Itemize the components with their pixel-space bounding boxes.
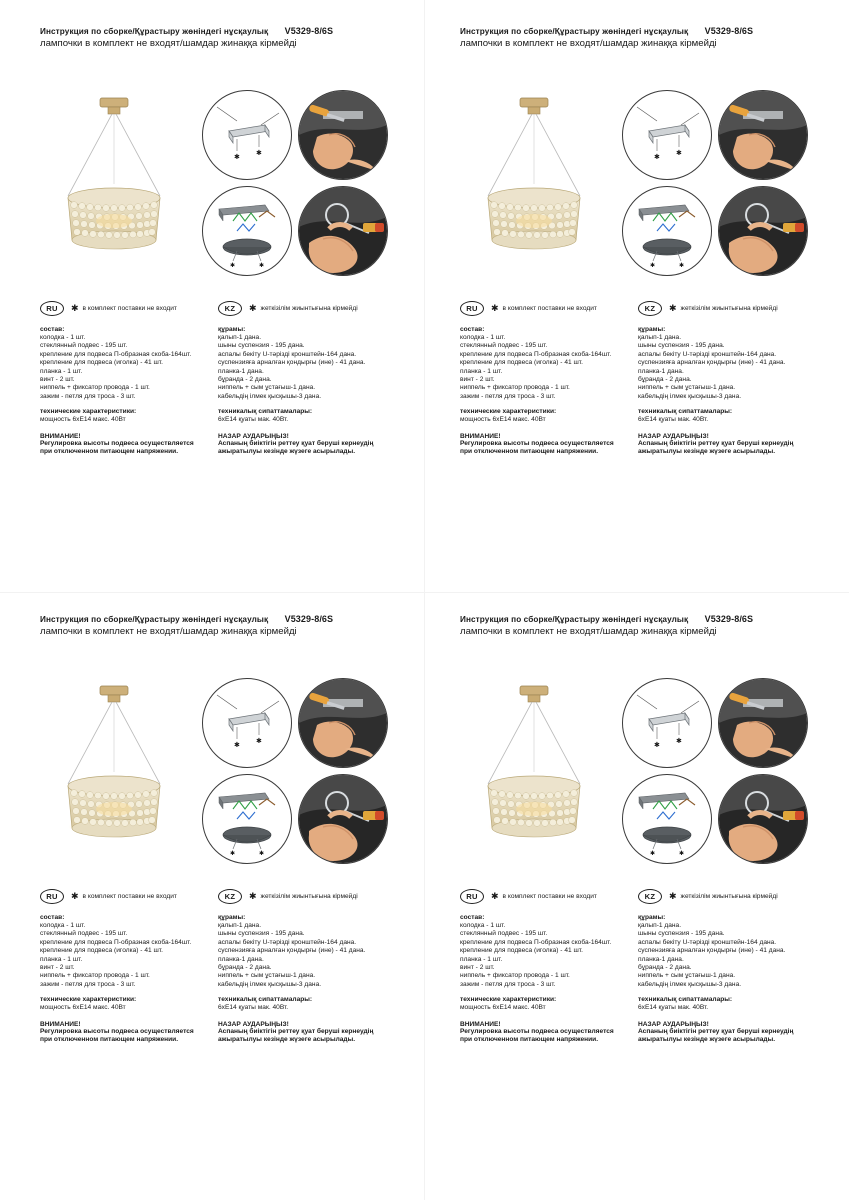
list-item: бұранда - 2 дана. [218,964,272,972]
ru-specs-list [460,416,638,424]
svg-text:✱: ✱ [259,851,265,857]
header-subtitle: лампочки в комплект не входят/шамдар жинаққа кірмейді [460,38,717,49]
kz-contents-title: құрамы: [218,914,246,921]
cable-loop-clamp-photo [719,775,807,863]
ru-attention-body [460,1028,638,1045]
list-item: планка - 1 шт. [460,367,503,375]
chandelier-drawing [450,88,618,280]
screwdriver-mounting-photo [299,91,387,179]
list-item: кабельдің ілмек қысқышы-3 дана. [218,980,322,988]
header-title: Инструкция по сборке/Құрастыру жөніндегі нұсқаулық [40,27,269,36]
ru-specs-title: технические характеристики: [40,996,137,1004]
header-title: Инструкция по сборке/Құрастыру жөніндегі нұсқаулық [40,615,269,624]
kz-not-included-note: жеткізілім жиынтығына кірмейді [680,892,778,900]
wiring-terminal-diagram [203,187,291,275]
kz-language-row [218,300,396,316]
svg-text:✱: ✱ [679,851,685,857]
list-item: 6хЕ14 қуаты мак. 40Вт. [218,416,289,424]
step-4-circle [718,186,808,276]
list-item: крепление для подвеса (иголка) - 41 шт. [40,359,163,367]
kz-not-included-note: жеткізілім жиынтығына кірмейді [680,304,778,312]
ru-specs-title: технические характеристики: [460,408,557,416]
list-item: аспалы бекіту U-тәрізді кронштейн-164 дана. [218,350,357,358]
step-3-circle [202,186,292,276]
header-title-row [460,26,830,36]
list-item: аспалы бекіту U-тәрізді кронштейн-164 дана. [638,350,777,358]
kz-attention-body [638,440,816,457]
list-item: ниппель + сым ұстағыш-1 дана. [638,384,736,392]
ru-attention-title: ВНИМАНИЕ! [40,1020,81,1028]
bracket-and-screws-diagram [203,91,291,179]
kz-specs-list [218,1004,396,1012]
list-item: зажим - петля для троса - 3 шт. [460,392,556,400]
ru-language-row [40,888,218,904]
kz-contents-list [638,922,816,989]
list-item: винт - 2 шт. [460,376,495,384]
ru-not-included-note: в комплект поставки не входит [502,892,597,900]
step-3-circle [622,186,712,276]
list-item: стеклянный подвес - 195 шт. [40,930,128,938]
list-item: планка - 1 шт. [40,367,83,375]
ru-not-included-note: в комплект поставки не входит [502,304,597,312]
cable-loop-clamp-photo [299,187,387,275]
svg-text:✱: ✱ [259,263,265,269]
kz-column [638,300,816,456]
header-title-row [40,26,410,36]
text-line: ажыратылуы кезінде жүзеге асырылады. [638,1036,776,1044]
lamp-illustration [450,676,618,868]
instruction-panel [8,598,412,1176]
ru-specs-list [40,416,218,424]
list-item: шыны суспензия - 195 дана. [218,930,305,938]
list-item: крепление для подвеса П-образная скоба-164шт. [460,938,612,946]
list-item: кабельдің ілмек қысқышы-3 дана. [638,980,742,988]
svg-text:✱: ✱ [679,263,685,269]
svg-text:✱: ✱ [256,150,262,157]
kz-column [218,888,396,1044]
kz-attention-body [218,1028,396,1045]
list-item: крепление для подвеса (иголка) - 41 шт. [460,359,583,367]
step-1-circle [622,678,712,768]
list-item: кабельдің ілмек қысқышы-3 дана. [218,392,322,400]
kz-language-row [638,300,816,316]
kz-badge: KZ [218,889,242,904]
kz-specs-title: техникалық сипаттамалары: [218,996,313,1004]
asterisk-icon: ✱ [491,890,499,901]
screwdriver-mounting-photo [719,679,807,767]
list-item: стеклянный подвес - 195 шт. [460,342,548,350]
ru-contents-list [40,334,218,401]
svg-text:✱: ✱ [230,851,236,857]
header-title: Инструкция по сборке/Құрастыру жөніндегі нұсқаулық [460,27,689,36]
ru-contents-list [460,334,638,401]
model-number: V5329-8/6S [704,26,754,36]
list-item: стеклянный подвес - 195 шт. [40,342,128,350]
svg-text:✱: ✱ [654,154,660,161]
header-title: Инструкция по сборке/Құрастыру жөніндегі нұсқаулық [460,615,689,624]
list-item: мощность 6хЕ14 макс. 40Вт [460,1004,546,1012]
kz-contents-title: құрамы: [638,914,666,921]
list-item: шыны суспензия - 195 дана. [218,342,305,350]
step-3-circle [622,774,712,864]
header-title-row [460,614,830,624]
list-item: шыны суспензия - 195 дана. [638,930,725,938]
ru-specs-list [40,1004,218,1012]
list-item: планка - 1 шт. [460,955,503,963]
list-item: қалып-1 дана. [638,922,682,929]
ru-attention-title: ВНИМАНИЕ! [40,432,81,440]
text-line: Регулировка высоты подвеса осуществляется [460,439,614,447]
kz-column [638,888,816,1044]
text-line: при отключенном питающем напряжении. [40,448,179,456]
kz-attention-title: НАЗАР АУДАРЫҢЫЗ! [638,1020,709,1028]
list-item: крепление для подвеса П-образная скоба-164шт. [460,350,612,358]
text-line: Регулировка высоты подвеса осуществляется [460,1027,614,1035]
bracket-and-screws-diagram [203,679,291,767]
list-item: крепление для подвеса П-образная скоба-164шт. [40,350,192,358]
ru-contents-list [40,922,218,989]
kz-contents-list [218,334,396,401]
kz-contents-list [218,922,396,989]
text-line: Аспаның биіктігін реттеу қуат беруші кернеудің [218,1027,374,1035]
ru-not-included-note: в комплект поставки не входит [82,304,177,312]
list-item: крепление для подвеса (иголка) - 41 шт. [460,947,583,955]
wiring-terminal-diagram [203,775,291,863]
list-item: планка-1 дана. [218,367,264,375]
kz-language-row [218,888,396,904]
illustration-area [30,676,406,876]
ru-specs-title: технические характеристики: [40,408,137,416]
list-item: колодка - 1 шт. [460,922,506,929]
list-item: суспензияға арналған қондырғы (ине) - 41 дана. [218,359,366,367]
kz-language-row [638,888,816,904]
text-line: Аспаның биіктігін реттеу қуат беруші кернеудің [638,439,794,447]
list-item: бұранда - 2 дана. [218,376,272,384]
step-3-circle [202,774,292,864]
assembly-step-circles [198,678,406,868]
svg-text:✱: ✱ [650,851,656,857]
ru-attention-title: ВНИМАНИЕ! [460,432,501,440]
ru-contents-title: состав: [460,914,485,921]
kz-attention-body [638,1028,816,1045]
assembly-step-circles [618,90,826,280]
list-item: мощность 6хЕ14 макс. 40Вт [460,416,546,424]
wiring-terminal-diagram [623,187,711,275]
kz-contents-title: құрамы: [218,326,246,333]
list-item: стеклянный подвес - 195 шт. [460,930,548,938]
list-item: ниппель + сым ұстағыш-1 дана. [218,384,316,392]
kz-badge: KZ [638,889,662,904]
text-line: при отключенном питающем напряжении. [460,448,599,456]
step-2-circle [718,678,808,768]
step-4-circle [298,186,388,276]
header-subtitle: лампочки в комплект не входят/шамдар жинаққа кірмейді [460,626,717,637]
list-item: шыны суспензия - 195 дана. [638,342,725,350]
kz-specs-title: техникалық сипаттамалары: [638,996,733,1004]
ru-badge: RU [40,889,64,904]
list-item: ниппель + фиксатор провода - 1 шт. [460,972,570,980]
list-item: бұранда - 2 дана. [638,964,692,972]
ru-badge: RU [40,301,64,316]
svg-text:✱: ✱ [230,263,236,269]
bracket-and-screws-diagram [623,679,711,767]
list-item: бұранда - 2 дана. [638,376,692,384]
kz-not-included-note: жеткізілім жиынтығына кірмейді [260,304,358,312]
assembly-step-circles [198,90,406,280]
ru-contents-title: состав: [40,326,65,333]
list-item: қалып-1 дана. [218,922,262,929]
ru-specs-title: технические характеристики: [460,996,557,1004]
text-line: ажыратылуы кезінде жүзеге асырылады. [218,448,356,456]
chandelier-drawing [450,676,618,868]
screwdriver-mounting-photo [719,91,807,179]
kz-specs-list [218,416,396,424]
ru-language-row [460,888,638,904]
ru-attention-body [40,1028,218,1045]
list-item: 6хЕ14 қуаты мак. 40Вт. [638,1004,709,1012]
svg-text:✱: ✱ [676,150,682,157]
step-4-circle [718,774,808,864]
instruction-panel [8,10,412,588]
ru-column [40,300,218,456]
list-item: винт - 2 шт. [40,964,75,972]
step-2-circle [298,90,388,180]
asterisk-icon: ✱ [249,302,257,313]
list-item: винт - 2 шт. [460,964,495,972]
list-item: ниппель + сым ұстағыш-1 дана. [638,972,736,980]
cable-loop-clamp-photo [299,775,387,863]
specification-text-block [460,888,832,1168]
list-item: аспалы бекіту U-тәрізді кронштейн-164 дана. [638,938,777,946]
bracket-and-screws-diagram [623,91,711,179]
list-item: планка - 1 шт. [40,955,83,963]
panel-header [460,614,830,637]
ru-attention-title: ВНИМАНИЕ! [460,1020,501,1028]
ru-column [40,888,218,1044]
svg-text:✱: ✱ [234,154,240,161]
ru-badge: RU [460,889,484,904]
list-item: ниппель + фиксатор провода - 1 шт. [460,384,570,392]
kz-specs-title: техникалық сипаттамалары: [638,408,733,416]
list-item: мощность 6хЕ14 макс. 40Вт [40,1004,126,1012]
ru-contents-title: состав: [460,326,485,333]
ru-attention-body [460,440,638,457]
page-divider-horizontal [0,592,849,593]
kz-contents-title: құрамы: [638,326,666,333]
step-1-circle [202,90,292,180]
specification-text-block [40,300,412,580]
cable-loop-clamp-photo [719,187,807,275]
instruction-panel [428,10,832,588]
ru-column [460,300,638,456]
asterisk-icon: ✱ [71,302,79,313]
assembly-step-circles [618,678,826,868]
list-item: кабельдің ілмек қысқышы-3 дана. [638,392,742,400]
ru-contents-list [460,922,638,989]
lamp-illustration [450,88,618,280]
list-item: мощность 6хЕ14 макс. 40Вт [40,416,126,424]
header-subtitle: лампочки в комплект не входят/шамдар жинаққа кірмейді [40,38,297,49]
ru-contents-title: состав: [40,914,65,921]
svg-text:✱: ✱ [654,742,660,749]
kz-specs-list [638,416,816,424]
text-line: Регулировка высоты подвеса осуществляется [40,1027,194,1035]
specification-text-block [40,888,412,1168]
page-divider-vertical [424,0,425,1200]
kz-column [218,300,396,456]
step-1-circle [202,678,292,768]
illustration-area [450,88,826,288]
illustration-area [30,88,406,288]
kz-attention-body [218,440,396,457]
header-subtitle: лампочки в комплект не входят/шамдар жинаққа кірмейді [40,626,297,637]
list-item: қалып-1 дана. [638,334,682,341]
chandelier-drawing [30,88,198,280]
screwdriver-mounting-photo [299,679,387,767]
step-2-circle [298,678,388,768]
kz-badge: KZ [638,301,662,316]
kz-contents-list [638,334,816,401]
list-item: планка-1 дана. [638,367,684,375]
model-number: V5329-8/6S [284,26,334,36]
list-item: ниппель + фиксатор провода - 1 шт. [40,384,150,392]
svg-text:✱: ✱ [234,742,240,749]
header-title-row [40,614,410,624]
model-number: V5329-8/6S [704,614,754,624]
wiring-terminal-diagram [623,775,711,863]
ru-badge: RU [460,301,484,316]
list-item: зажим - петля для троса - 3 шт. [40,980,136,988]
model-number: V5329-8/6S [284,614,334,624]
step-4-circle [298,774,388,864]
list-item: 6хЕ14 қуаты мак. 40Вт. [638,416,709,424]
list-item: суспензияға арналған қондырғы (ине) - 41 дана. [638,359,786,367]
asterisk-icon: ✱ [669,890,677,901]
kz-badge: KZ [218,301,242,316]
list-item: крепление для подвеса (иголка) - 41 шт. [40,947,163,955]
kz-specs-list [638,1004,816,1012]
ru-not-included-note: в комплект поставки не входит [82,892,177,900]
list-item: винт - 2 шт. [40,376,75,384]
panel-header [40,614,410,637]
list-item: суспензияға арналған қондырғы (ине) - 41 дана. [218,947,366,955]
kz-attention-title: НАЗАР АУДАРЫҢЫЗ! [218,1020,289,1028]
text-line: Аспаның биіктігін реттеу қуат беруші кернеудің [638,1027,794,1035]
text-line: Регулировка высоты подвеса осуществляется [40,439,194,447]
panel-header [40,26,410,49]
illustration-area [450,676,826,876]
text-line: ажыратылуы кезінде жүзеге асырылады. [638,448,776,456]
list-item: колодка - 1 шт. [40,922,86,929]
list-item: планка-1 дана. [638,955,684,963]
list-item: суспензияға арналған қондырғы (ине) - 41 дана. [638,947,786,955]
kz-not-included-note: жеткізілім жиынтығына кірмейді [260,892,358,900]
list-item: крепление для подвеса П-образная скоба-164шт. [40,938,192,946]
step-1-circle [622,90,712,180]
list-item: ниппель + сым ұстағыш-1 дана. [218,972,316,980]
list-item: зажим - петля для троса - 3 шт. [460,980,556,988]
kz-specs-title: техникалық сипаттамалары: [218,408,313,416]
svg-text:✱: ✱ [676,738,682,745]
text-line: при отключенном питающем напряжении. [40,1036,179,1044]
text-line: ажыратылуы кезінде жүзеге асырылады. [218,1036,356,1044]
instruction-panel [428,598,832,1176]
text-line: Аспаның биіктігін реттеу қуат беруші кернеудің [218,439,374,447]
kz-attention-title: НАЗАР АУДАРЫҢЫЗ! [638,432,709,440]
list-item: колодка - 1 шт. [40,334,86,341]
list-item: 6хЕ14 қуаты мак. 40Вт. [218,1004,289,1012]
list-item: зажим - петля для троса - 3 шт. [40,392,136,400]
asterisk-icon: ✱ [249,890,257,901]
specification-text-block [460,300,832,580]
ru-column [460,888,638,1044]
lamp-illustration [30,676,198,868]
panel-header [460,26,830,49]
list-item: қалып-1 дана. [218,334,262,341]
list-item: планка-1 дана. [218,955,264,963]
list-item: ниппель + фиксатор провода - 1 шт. [40,972,150,980]
ru-language-row [460,300,638,316]
list-item: колодка - 1 шт. [460,334,506,341]
asterisk-icon: ✱ [71,890,79,901]
asterisk-icon: ✱ [491,302,499,313]
svg-text:✱: ✱ [256,738,262,745]
asterisk-icon: ✱ [669,302,677,313]
text-line: при отключенном питающем напряжении. [460,1036,599,1044]
lamp-illustration [30,88,198,280]
ru-attention-body [40,440,218,457]
step-2-circle [718,90,808,180]
list-item: аспалы бекіту U-тәрізді кронштейн-164 дана. [218,938,357,946]
kz-attention-title: НАЗАР АУДАРЫҢЫЗ! [218,432,289,440]
svg-text:✱: ✱ [650,263,656,269]
chandelier-drawing [30,676,198,868]
ru-language-row [40,300,218,316]
ru-specs-list [460,1004,638,1012]
